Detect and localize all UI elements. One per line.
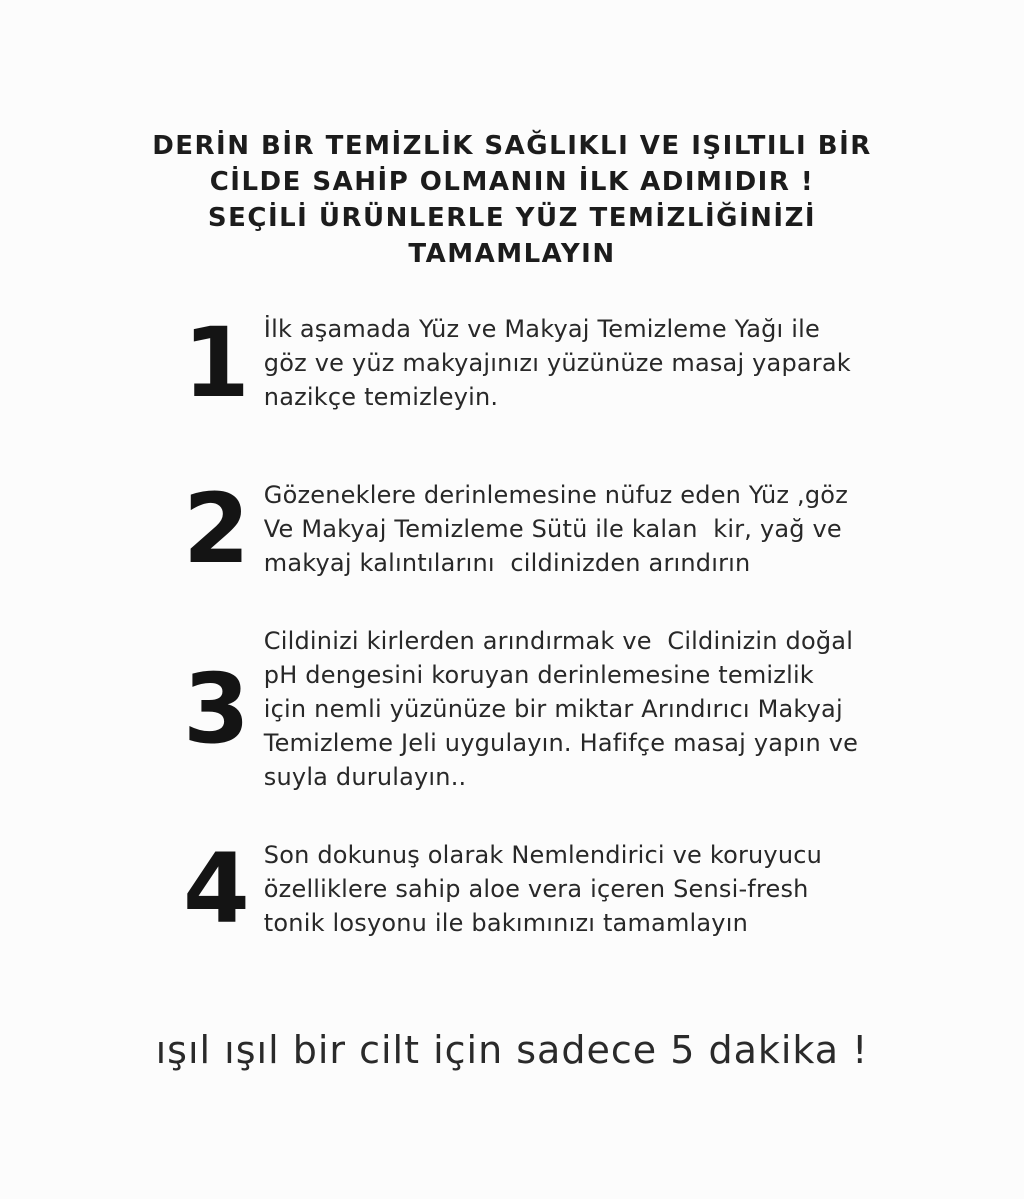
step-item-1 [183,306,863,419]
step-text [264,312,851,414]
step-text-line: Gözeneklere derinlemesine nüfuz eden Yüz ,göz [263,481,848,509]
footer-tagline: ışıl ışıl bir cilt için sadece 5 dakika ! [155,1028,869,1072]
step-text-line: nazikçe temizleyin. [263,383,499,411]
step-item-2 [183,472,863,585]
step-number: 3 [183,652,248,765]
step-item-3 [183,624,863,794]
step-text-line: Temizleme Jeli uygulayın. Hafifçe masaj yapın ve [263,729,859,757]
title-line: DERİN BİR TEMİZLİK SAĞLIKLI VE IŞILTILI BİR [152,131,872,161]
step-text-line: tonik losyonu ile bakımınızı tamamlayın [263,909,748,937]
title-line: SEÇİLİ ÜRÜNLERLE YÜZ TEMİZLİĞİNİZİ [207,203,817,233]
step-text-line: pH dengesini koruyan derinlemesine temizlik [263,661,814,689]
step-number: 1 [183,306,248,419]
title-line: CİLDE SAHİP OLMANIN İLK ADIMIDIR ! [209,167,815,197]
step-text-line: Ve Makyaj Temizleme Sütü ile kalan kir, yağ ve [263,515,842,543]
step-text-line: Son dokunuş olarak Nemlendirici ve koruyucu [263,841,823,869]
step-text-line: göz ve yüz makyajınızı yüzünüze masaj yaparak [263,349,851,377]
step-text [264,478,848,580]
step-item-4 [183,832,863,945]
step-text-line: özelliklere sahip aloe vera içeren Sensi-fresh [263,875,809,903]
step-text-line: İlk aşamada Yüz ve Makyaj Temizleme Yağı ile [263,315,820,343]
step-text-line: suyla durulayın.. [263,763,467,791]
step-number: 4 [183,832,248,945]
step-text-line: Cildinizi kirlerden arındırmak ve Cildinizin doğal [263,627,854,655]
step-text-line: makyaj kalıntılarını cildinizden arındırın [263,549,751,577]
step-text [264,624,858,794]
step-number: 2 [183,472,248,585]
step-text [264,838,822,940]
title-line: TAMAMLAYIN [408,239,616,269]
step-text-line: için nemli yüzünüze bir miktar Arındırıcı Makyaj [263,695,843,723]
page-title [62,128,962,272]
